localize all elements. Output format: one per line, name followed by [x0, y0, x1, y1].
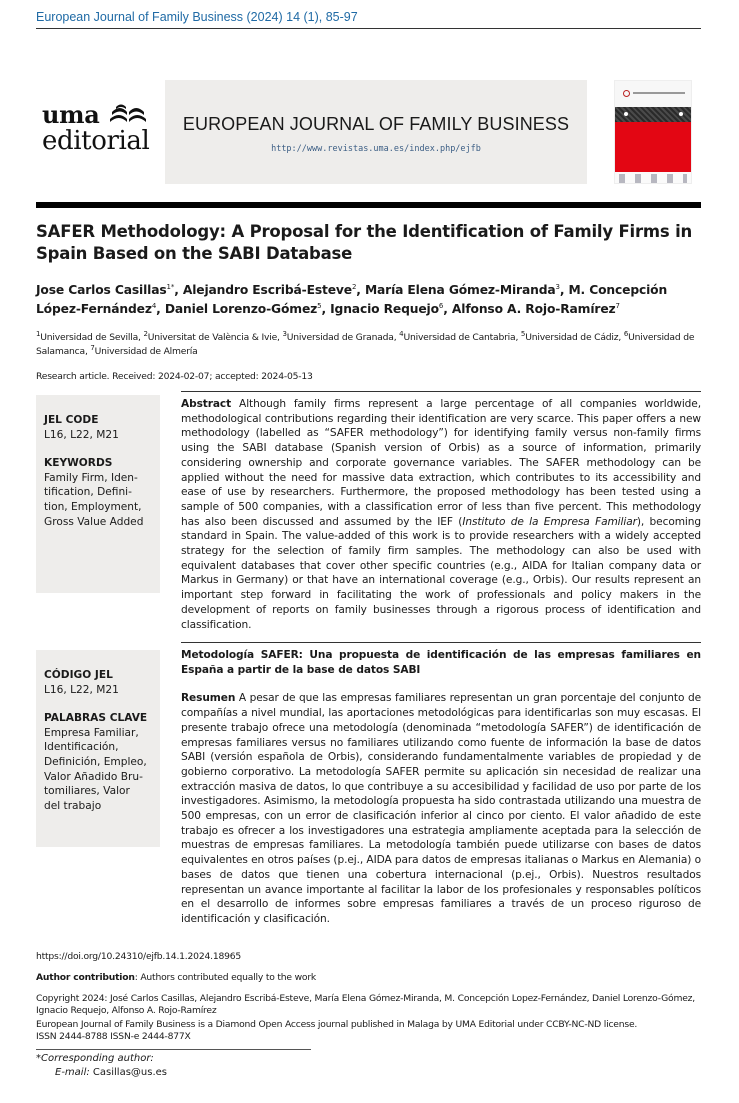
license-notice: European Journal of Family Business is a Diamond Open Access journal published in Malaga by UMA Editorial under CCBY-NC-ND license.: [36, 1019, 638, 1030]
logo-line-uma: uma: [42, 100, 100, 129]
journal-url-link[interactable]: http://www.revistas.uma.es/index.php/ejfb: [271, 144, 481, 154]
author: M. Concepción López-Fernández: [36, 283, 668, 316]
affiliation: Universidad de Cádiz: [525, 332, 619, 343]
cover-sponsor-logos: [619, 174, 687, 183]
cover-dot-icon: [679, 112, 683, 116]
journal-title: EUROPEAN JOURNAL OF FAMILY BUSINESS: [182, 114, 570, 134]
spanish-title: Metodología SAFER: Una propuesta de identificación de las empresas familiares en España a partir de la base de datos SABI: [181, 649, 701, 676]
affiliation: Universidad de Cantabria: [403, 332, 516, 343]
corresponding-author-label: *Corresponding author:: [36, 1053, 154, 1064]
doi-link[interactable]: https://doi.org/10.24310/ejfb.14.1.2024.18965: [36, 951, 242, 962]
open-book-icon: [108, 102, 148, 128]
cover-logo-icon: [623, 90, 630, 97]
author: Jose Carlos Casillas: [36, 283, 167, 297]
codigo-jel-label: CÓDIGO JEL: [44, 669, 113, 681]
affiliation: Universidad de Salamanca: [36, 332, 695, 357]
logo-line-editorial: editorial: [42, 126, 150, 156]
copyright-notice: Copyright 2024: José Carlos Casillas, Alejandro Escribá-Esteve, María Elena Gómez-Miranda, M. Concepción Lopez-Fernández, Daniel Lorenzo-Gómez, Ignacio Requejo, Alfonso A. Rojo-Ramírez: [36, 993, 696, 1016]
codigo-jel-codes: L16, L22, M21: [44, 683, 119, 696]
article-title: SAFER Methodology: A Proposal for the Identification of Family Firms in Spain Based on the SABI Database: [36, 222, 693, 263]
email-link[interactable]: Casillas@us.es: [92, 1067, 168, 1078]
abstract-en: [181, 391, 701, 632]
keywords-box-en: [36, 395, 160, 593]
author: Alejandro Escribá-Esteve: [182, 283, 352, 297]
resumen-label: Resumen: [181, 692, 236, 705]
abstract-italic-ief: Instituto de la Empresa Familiar: [462, 515, 637, 528]
author: Alfonso A. Rojo-Ramírez: [451, 302, 616, 316]
palabras-clave-list: Empresa Familiar, Identificación, Definición, Empleo, Valor Añadido Bru- tomiliares, Valor del trabajo: [44, 726, 147, 812]
keywords-label: KEYWORDS: [44, 457, 113, 470]
author: Daniel Lorenzo-Gómez: [164, 302, 318, 316]
abstract-es: [181, 642, 701, 927]
author: María Elena Gómez-Miranda: [364, 283, 556, 297]
running-head: European Journal of Family Business (2024) 14 (1), 85-97: [36, 10, 701, 29]
affiliation: Universidad de Granada: [286, 332, 394, 343]
abstract-text-part2: ), becoming standard in Spain. The value-added of this work is to provide researchers with a widely accepted strategy for the selection of family firm samples. The methodology can also be used with equivalent databases that cover other specific countries (e.g., AIDA for Italian company data or Markus in Germany) or that have an international coverage (e.g., Orbis). Our results represent an important step forward in facilitating the work of professionals and policy makers in the development of reports on family businesses through a rigorous process of identification and classification.: [181, 515, 702, 631]
jel-code-label: JEL CODE: [44, 414, 99, 426]
received-dates: Research article. Received: 2024-02-07; accepted: 2024-05-13: [36, 371, 313, 382]
keywords-list: Family Firm, Iden- tification, Defini- tion, Employment, Gross Value Added: [44, 471, 144, 528]
affiliation: Universidad de Almería: [94, 346, 198, 357]
footnote-divider: [36, 1049, 311, 1050]
keywords-box-es: [36, 650, 160, 847]
journal-banner: [165, 80, 587, 184]
journal-cover-thumbnail: [614, 80, 692, 184]
affiliation: Universitat de València & Ivie: [147, 332, 278, 343]
affiliation-list: $^1$Universidad de Sevilla, $^2$Universitat de València & Ivie, $^3$Universidad de Granada, $^4$Universidad de Cantabria, $^5$Universidad de Cádiz, $^6$Universidad de Salamanca, $^7$Universidad de Almería: [36, 329, 695, 357]
author: Ignacio Requejo: [330, 302, 439, 316]
affiliation: Universidad de Sevilla: [40, 332, 139, 343]
cover-red-panel: [615, 122, 691, 172]
resumen-text: A pesar de que las empresas familiares representan un gran porcentaje del conjunto de compañías a nivel mundial, las aportaciones metodológicas para identificarlas son muy escasas. El presente trabajo ofrece una metodología (denominada “metodología SAFER”) de identificación de empresas familiares versus no familiares utilizando como fuente de información la base de datos SABI (versión española de Orbis), considerando fundamentalmente variables de propiedad y de gobierno corporativo. La metodología SAFER permite su aplicación sin necesidad de realizar una extracción masiva de datos, lo que contribuye a su accesibilidad y facilidad de uso por parte de los investigadores. Asimismo, la metodología propuesta ha sido contrastada utilizando una muestra de 500 empresas, con un error de clasificación inferior al cinco por ciento. El valor añadido de este trabajo es ofrecer a los investigadores una estrategia ampliamente aceptada para la selección de muestras de empresas familiares. La metodología también puede utilizarse con bases de datos equivalentes en otros países (p.ej., AIDA para datos de empresas italianas o Markus en Alemania) o bases de datos que tienen una cobertura internacional (p.ej., Orbis). Nuestros resultados representan un avance importante al facilitar la labor de los profesionales y responsables políticos en el desarrollo de informes sobre empresas familiares a través de un proceso riguroso de identificación y clasificación.: [181, 692, 701, 925]
issn: ISSN 2444-8788 ISSN-e 2444-877X: [36, 1031, 191, 1042]
abstract-label: Abstract: [181, 398, 232, 410]
cover-title-line: [633, 92, 685, 94]
author-contribution: Author contribution: Authors contributed equally to the work: [36, 972, 317, 983]
masthead: [36, 78, 701, 190]
header-divider: [36, 202, 701, 208]
author-list: Jose Carlos Casillas$^{1*}$, Alejandro Escribá-Esteve$^2$, María Elena Gómez-Miranda$^3$, M. Concepción López-Fernández$^4$, Daniel Lorenzo-Gómez$^5$, Ignacio Requejo$^6$, Alfonso A. Rojo-Ramírez$^7$: [36, 282, 668, 316]
jel-codes: L16, L22, M21: [44, 428, 119, 441]
corresponding-email: E-mail: Casillas@us.es: [55, 1067, 168, 1078]
publisher-logo: [42, 100, 162, 162]
cover-dot-icon: [624, 112, 628, 116]
abstract-text-part1: Although family firms represent a large percentage of all companies worldwide, methodological contributions regarding their identification are very scarce. This paper offers a new methodology (labelled as “SAFER methodology”) for identifying family versus non-family firms using the SABI database (Spanish version of Orbis) as a source of information, primarily considering ownership and corporate governance variables. The SAFER methodology can be applied without the need for massive data extraction, which contributes to its accessibility and ease of use by researchers. Furthermore, the proposed methodology has been tested using a sample of 500 companies, with a classification error of less than five percent. This methodology has also been discussed and assumed by the IEF (: [181, 398, 701, 528]
palabras-clave-label: PALABRAS CLAVE: [44, 712, 148, 725]
